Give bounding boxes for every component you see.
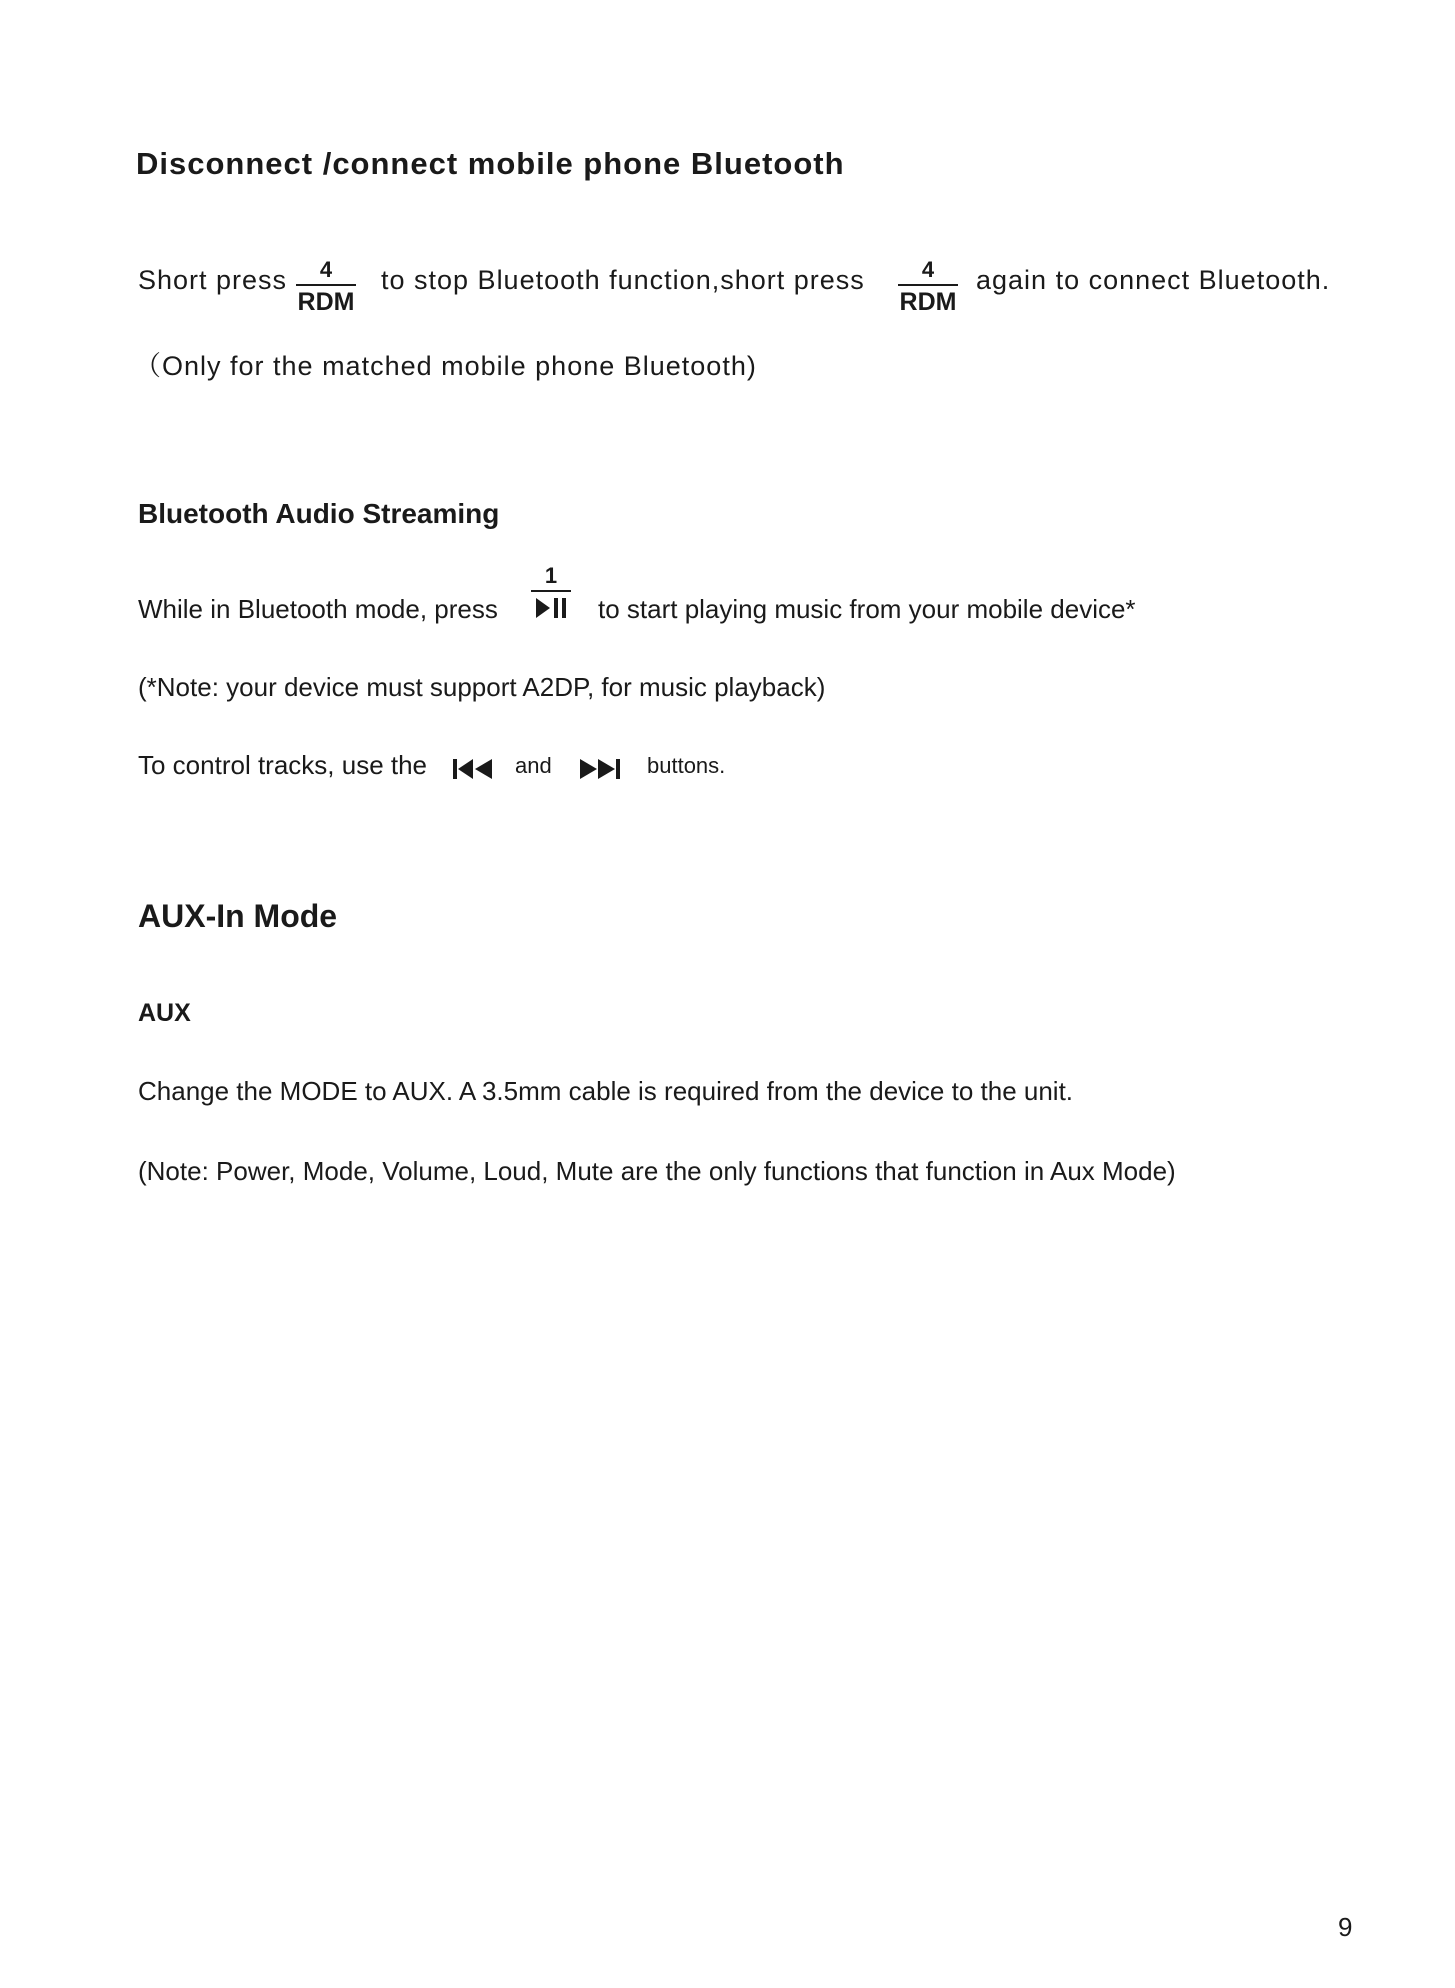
short-press-text: Short press bbox=[138, 265, 288, 295]
start-playing-text: to start playing music from your mobile device* bbox=[598, 594, 1136, 624]
buttons-text: buttons. bbox=[647, 753, 726, 778]
control-tracks-text: To control tracks, use the bbox=[138, 750, 428, 780]
page-number: 9 bbox=[1338, 1912, 1353, 1942]
play-key-divider bbox=[531, 590, 571, 592]
play-key-number: 1 bbox=[544, 563, 558, 588]
aux-functions-note: (Note: Power, Mode, Volume, Loud, Mute are the only functions that function in Aux Mode) bbox=[138, 1156, 1176, 1186]
next-track-icon bbox=[578, 757, 622, 781]
a2dp-note: (*Note: your device must support A2DP, for music playback) bbox=[138, 672, 826, 702]
previous-track-icon bbox=[452, 757, 496, 781]
stop-bluetooth-text: to stop Bluetooth function,short press bbox=[381, 265, 865, 295]
and-text: and bbox=[515, 753, 552, 778]
rdm-key-divider bbox=[898, 284, 958, 286]
bluetooth-mode-press-text: While in Bluetooth mode, press bbox=[138, 594, 498, 624]
section-title-disconnect-connect: Disconnect /connect mobile phone Bluetooth bbox=[136, 146, 845, 181]
rdm-key-label: RDM bbox=[297, 288, 355, 316]
play-pause-button-icon bbox=[531, 564, 571, 620]
play-pause-icon bbox=[534, 596, 568, 620]
rdm-key-number: 4 bbox=[921, 257, 935, 282]
rdm-key-divider bbox=[296, 284, 356, 286]
rdm-key-label: RDM bbox=[899, 288, 957, 316]
section-title-aux-in-mode: AUX-In Mode bbox=[138, 898, 338, 934]
rdm-key-number: 4 bbox=[319, 257, 333, 282]
section-title-bluetooth-audio-streaming: Bluetooth Audio Streaming bbox=[138, 498, 500, 529]
change-mode-text: Change the MODE to AUX. A 3.5mm cable is required from the device to the unit. bbox=[138, 1076, 1074, 1106]
again-connect-text: again to connect Bluetooth. bbox=[976, 265, 1331, 295]
rdm-button-icon-2 bbox=[898, 258, 958, 315]
rdm-button-icon-1 bbox=[296, 258, 356, 315]
aux-subtitle: AUX bbox=[138, 999, 191, 1027]
matched-phone-note: （Only for the matched mobile phone Bluetooth) bbox=[134, 351, 757, 381]
